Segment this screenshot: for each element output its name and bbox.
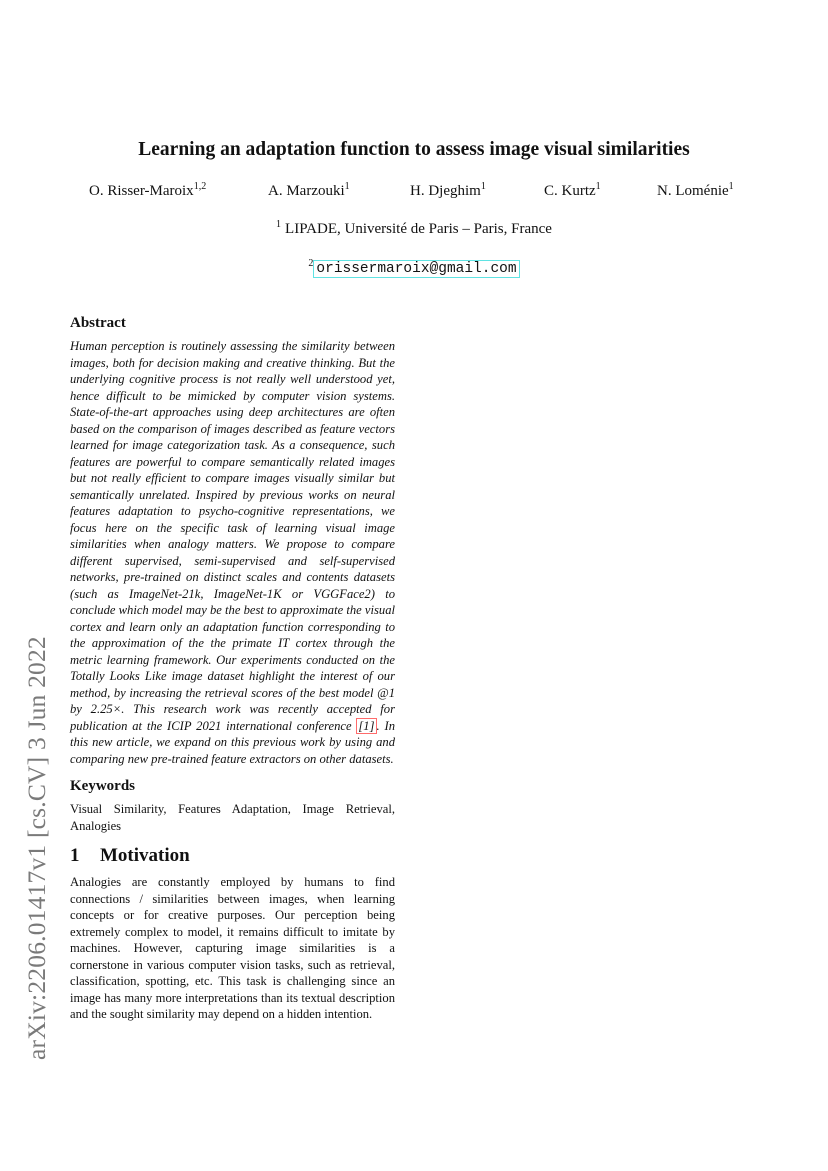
author-1: O. Risser-Maroix$^{1,2}$ bbox=[89, 181, 207, 199]
author-4: C. Kurtz$^1$ bbox=[544, 181, 601, 199]
keywords-text: Visual Similarity, Features Adaptation, Image Retrieval, Analogies bbox=[70, 802, 395, 833]
abstract-text: Human perception is routinely assessing the similarity between images, both for decision making and creative thinking. But the underlying cognitive process is not really well understood yet, hence difficult to be mimicked by computer vision systems. State-of-the-art approaches using deep architectures are often based on the comparison of images described as feature vectors learned for image categorization task. As a consequence, such features are powerful to compare semantically related images but not really efficient to compare images visually similar but semantically unrelated. Inspired by previous works on neural features adaptation to psycho-cognitive representations, we focus here on the specific task of learning visual image similarities when analogy matters. We propose to compare different supervised, semi-supervised and self-supervised networks, pre-trained on distinct scales and contents datasets (such as ImageNet-21k, ImageNet-1K or VGGFace2) to conclude which model may be the best to approximate the visual cortex and learn only an adaptation function corresponding to the approximation of the the primate IT cortex through the metric learning framework. Our experiments conducted on the Totally Looks Like image dataset highlight the interest of our method, by increasing the retrieval scores of the best model @1 by 2.25×. This research work was recently accepted for publication at the ICIP 2021 international conference [1] . In this new article, we expand on this previous work by using and comparing new pre-trained feature extractors on other datasets. bbox=[70, 339, 395, 766]
author-3: H. Djeghim$^1$ bbox=[410, 181, 486, 199]
email-link[interactable]: orissermaroix@gmail.com bbox=[313, 260, 519, 278]
paper-title: Learning an adaptation function to assess image visual similarities bbox=[138, 139, 690, 160]
section-1-heading: 1 Motivation bbox=[70, 845, 190, 866]
author-2: A. Marzouki$^1$ bbox=[268, 181, 350, 199]
affiliation: $^1$ LIPADE, Université de Paris – Paris, France bbox=[276, 219, 552, 237]
citation-link[interactable]: [1] bbox=[358, 718, 375, 733]
author-5: N. Loménie$^1$ bbox=[657, 181, 734, 199]
arxiv-identifier: arXiv:2206.01417v1 [cs.CV] 3 Jun 2022 bbox=[22, 636, 51, 1060]
keywords-heading: Keywords bbox=[70, 778, 135, 794]
contact-email: $^2$ orissermaroix@gmail.com bbox=[0, 258, 828, 277]
left-column: Abstract Human perception is routinely assessing the similarity between images, both for decision making and creative thinking. But the underlying cognitive process is not really well understood yet, hence difficult to be mimicked by computer vision systems. State-of-the-art approaches using deep architectures are often based on the comparison of images described as feature vectors learned for image categorization task. As a consequence, such features are powerful to compare semantically related images but not really efficient to compare images visually similar but semantically unrelated. Inspired by previous works on neural features adaptation to psycho-cognitive representations, we focus here on the specific task of learning visual image similarities when analogy matters. We propose to compare different supervised, semi-supervised and self-supervised networks, pre-trained on distinct scales and contents datasets (such as ImageNet-21k, ImageNet-1K or VGGFace2) to conclude which model may be the best to approximate the visual cortex and learn only an adaptation function corresponding to the approximation of the the primate IT cortex through the metric learning framework. Our experiments conducted on the Totally Looks Like image dataset highlight the interest of our method, by increasing the retrieval scores of the best model @1 by 2.25×. This research work was recently accepted for publication at the ICIP 2021 international conference [1] . In this new article, we expand on this previous work by using and comparing new pre-trained feature extractors on other datasets. Keywords Visual Similarity, Features Adaptation, Image Retrieval, Analogies 1 Motivation Analogies are constantly employed by humans to find connections / similarities between images, when learning concepts or for creative purposes. Our perception being extremely complex to model, it remains difficult to imitate by machines. However, capturing image similarities is a cornerstone in various computer vision tasks, such as retrieval, classification, spotting, etc. This task is challenging since an image has many more interpretations than its textual description and the sought similarity may depend on a hidden intention. bbox=[70, 315, 395, 1021]
abstract-heading: Abstract bbox=[70, 315, 126, 331]
